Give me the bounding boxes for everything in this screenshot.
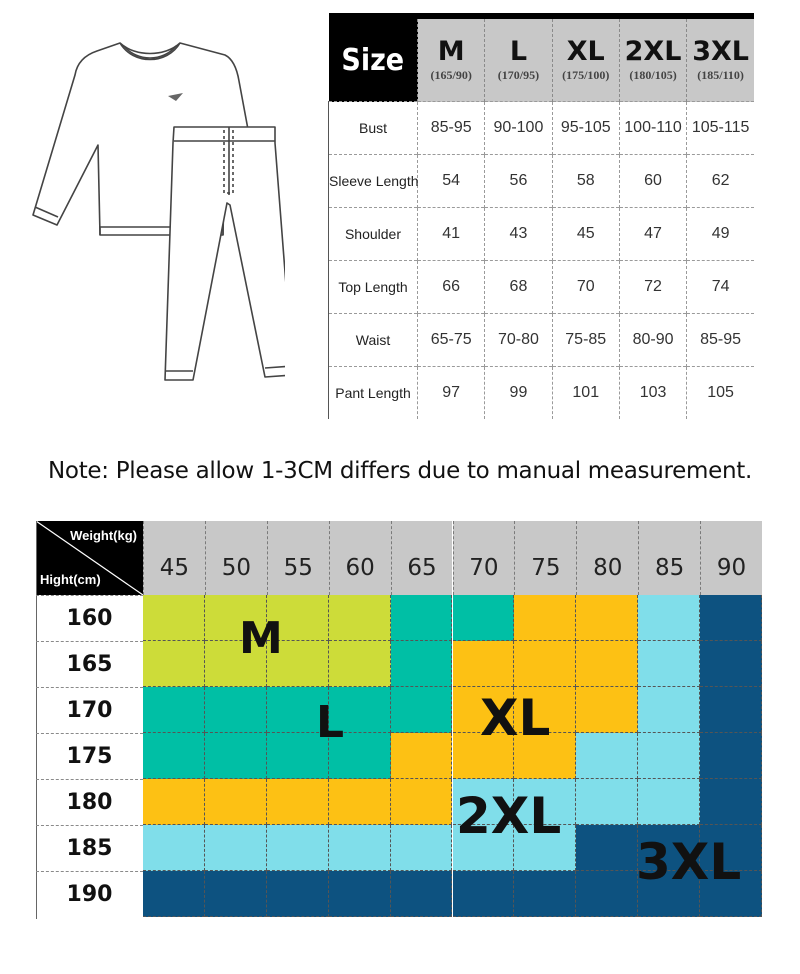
grid-cell-3xl: [329, 871, 391, 917]
size-corner-label: Size: [329, 19, 418, 102]
weight-header-60: 60: [329, 521, 391, 595]
weight-header-55: 55: [267, 521, 329, 595]
table-cell: 68: [485, 261, 552, 314]
grid-cell-3xl: [700, 641, 762, 687]
grid-cell-3xl: [700, 687, 762, 733]
table-cell: 95-105: [552, 102, 619, 155]
grid-cell-3xl: [576, 871, 638, 917]
grid-cell-m: [329, 595, 391, 641]
table-cell: 101: [552, 367, 619, 420]
table-cell: 74: [687, 261, 754, 314]
grid-cell-2xl: [638, 595, 700, 641]
table-cell: 54: [418, 155, 485, 208]
grid-cell-l: [143, 687, 205, 733]
grid-cell-xl: [514, 595, 576, 641]
height-label-160: 160: [36, 595, 143, 641]
table-cell: 105-115: [687, 102, 754, 155]
table-row-waist: [329, 314, 755, 367]
grid-corner: [36, 521, 143, 595]
grid-cell-3xl: [700, 595, 762, 641]
grid-cell-2xl: [576, 779, 638, 825]
region-label-xl: XL: [480, 689, 551, 747]
table-cell: 70-80: [485, 314, 552, 367]
table-row-top-length: [329, 261, 755, 314]
region-label-2xl: 2XL: [456, 787, 562, 845]
table-cell: 49: [687, 208, 754, 261]
table-cell: 85-95: [687, 314, 754, 367]
table-cell: 80-90: [619, 314, 686, 367]
height-label-180: 180: [36, 779, 143, 825]
weight-height-size-grid: [36, 521, 762, 919]
grid-cell-m: [143, 595, 205, 641]
grid-cell-xl: [391, 779, 453, 825]
table-cell: 75-85: [552, 314, 619, 367]
table-cell: 47: [619, 208, 686, 261]
weight-header-90: 90: [700, 521, 762, 595]
size-column-2xl: 2XL (180/105): [619, 19, 686, 102]
grid-cell-2xl: [391, 825, 453, 871]
table-cell: 100-110: [619, 102, 686, 155]
grid-cell-2xl: [143, 825, 205, 871]
weight-header-65: 65: [391, 521, 453, 595]
table-cell: 70: [552, 261, 619, 314]
size-column-l: L (170/95): [485, 19, 552, 102]
table-cell: 99: [485, 367, 552, 420]
weight-header-80: 80: [576, 521, 638, 595]
table-cell: 85-95: [418, 102, 485, 155]
grid-cell-2xl: [205, 825, 267, 871]
grid-cell-3xl: [514, 871, 576, 917]
grid-cell-xl: [453, 641, 515, 687]
height-label-175: 175: [36, 733, 143, 779]
row-label: Waist: [329, 314, 418, 367]
table-cell: 43: [485, 208, 552, 261]
row-label: Shoulder: [329, 208, 418, 261]
table-cell: 45: [552, 208, 619, 261]
table-cell: 41: [418, 208, 485, 261]
grid-cell-l: [453, 595, 515, 641]
grid-cell-3xl: [576, 825, 638, 871]
weight-header-50: 50: [205, 521, 267, 595]
height-label-185: 185: [36, 825, 143, 871]
row-label: Sleeve Length: [329, 155, 418, 208]
grid-cell-3xl: [700, 733, 762, 779]
row-label: Pant Length: [329, 367, 418, 420]
grid-cell-2xl: [638, 687, 700, 733]
weight-header-85: 85: [638, 521, 700, 595]
grid-cell-xl: [391, 733, 453, 779]
row-label: Top Length: [329, 261, 418, 314]
table-cell: 62: [687, 155, 754, 208]
region-label-l: L: [316, 697, 345, 748]
grid-cell-xl: [143, 779, 205, 825]
table-cell: 56: [485, 155, 552, 208]
table-cell: 97: [418, 367, 485, 420]
table-row-sleeve-length: [329, 155, 755, 208]
table-cell: 90-100: [485, 102, 552, 155]
size-measurement-table: [328, 13, 754, 419]
weight-axis-label: Weight(kg): [70, 528, 137, 543]
grid-cell-m: [329, 641, 391, 687]
size-header-row: [329, 19, 755, 102]
region-label-m: M: [239, 613, 283, 664]
grid-cell-3xl: [700, 779, 762, 825]
weight-header-75: 75: [514, 521, 576, 595]
table-cell: 58: [552, 155, 619, 208]
grid-cell-2xl: [638, 641, 700, 687]
grid-cell-3xl: [143, 871, 205, 917]
grid-cell-l: [205, 733, 267, 779]
table-row-bust: [329, 102, 755, 155]
grid-cell-2xl: [267, 825, 329, 871]
grid-cell-2xl: [329, 825, 391, 871]
weight-header-70: 70: [453, 521, 515, 595]
size-column-3xl: 3XL (185/110): [687, 19, 754, 102]
grid-cell-l: [205, 687, 267, 733]
grid-cell-xl: [514, 641, 576, 687]
height-axis-label: Hight(cm): [40, 572, 101, 587]
table-row-pant-length: [329, 367, 755, 420]
size-column-xl: XL (175/100): [552, 19, 619, 102]
size-column-m: M (165/90): [418, 19, 485, 102]
grid-cell-l: [391, 595, 453, 641]
measurement-note: Note: Please allow 1-3CM differs due to manual measurement.: [48, 458, 752, 484]
table-cell: 72: [619, 261, 686, 314]
grid-cell-xl: [576, 595, 638, 641]
table-cell: 103: [619, 367, 686, 420]
grid-cell-m: [143, 641, 205, 687]
thermal-set-illustration: [25, 35, 285, 405]
weight-header-45: 45: [143, 521, 205, 595]
table-cell: 60: [619, 155, 686, 208]
grid-cell-2xl: [576, 733, 638, 779]
table-cell: 66: [418, 261, 485, 314]
region-label-3xl: 3XL: [636, 833, 742, 891]
grid-cell-xl: [576, 641, 638, 687]
row-label: Bust: [329, 102, 418, 155]
grid-cell-l: [143, 733, 205, 779]
grid-cell-3xl: [453, 871, 515, 917]
grid-cell-xl: [329, 779, 391, 825]
grid-cell-3xl: [391, 871, 453, 917]
table-row-shoulder: [329, 208, 755, 261]
height-label-170: 170: [36, 687, 143, 733]
grid-cell-2xl: [638, 733, 700, 779]
grid-cell-xl: [267, 779, 329, 825]
grid-cell-3xl: [205, 871, 267, 917]
grid-cell-l: [391, 641, 453, 687]
table-cell: 105: [687, 367, 754, 420]
height-label-165: 165: [36, 641, 143, 687]
grid-cell-l: [391, 687, 453, 733]
height-label-190: 190: [36, 871, 143, 917]
grid-cell-2xl: [638, 779, 700, 825]
grid-cell-3xl: [267, 871, 329, 917]
grid-cell-xl: [576, 687, 638, 733]
grid-cell-xl: [205, 779, 267, 825]
table-cell: 65-75: [418, 314, 485, 367]
